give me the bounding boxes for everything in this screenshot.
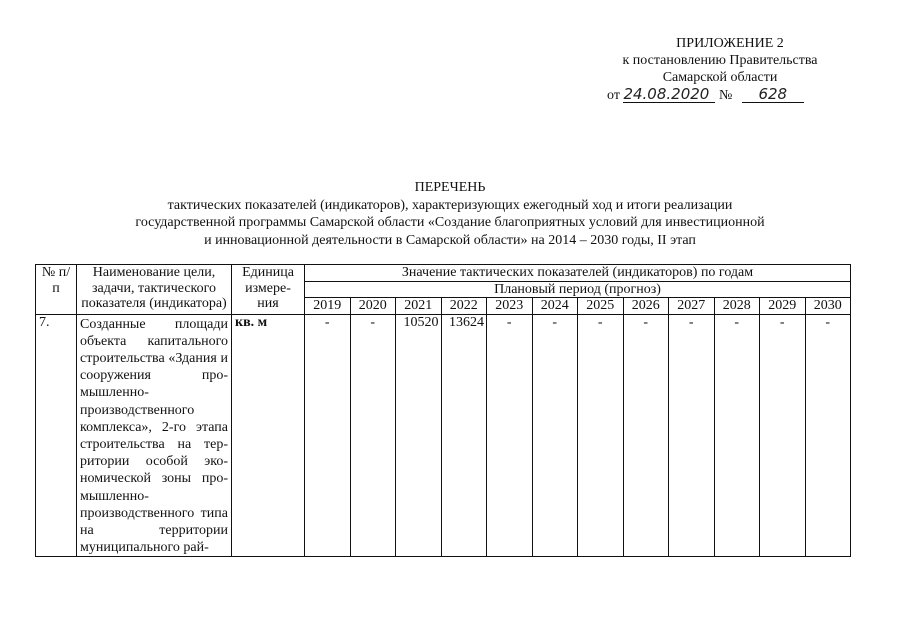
header-row-1 [36, 265, 851, 282]
document-title: ПЕРЕЧЕНЬ [414, 180, 486, 195]
from-label: от [607, 88, 620, 103]
value-cell: - [805, 314, 851, 557]
header-name: Наименование цели, задачи, тактического показателя (индикатора) [77, 265, 232, 315]
year-header: 2028 [714, 298, 760, 315]
year-header: 2027 [669, 298, 715, 315]
year-header: 2025 [578, 298, 624, 315]
row-number: 7. [36, 314, 77, 557]
heading-line-3: и инновационной деятельности в Самарской области» на 2014 – 2030 годы, II этап [204, 232, 696, 248]
number-label: № [718, 88, 733, 103]
decree-date-number [580, 87, 860, 104]
header-no: № п/п [36, 265, 77, 315]
value-cell: - [669, 314, 715, 557]
indicators-table [35, 264, 851, 557]
value-cell: - [578, 314, 624, 557]
row-name [77, 314, 232, 557]
year-header: 2022 [441, 298, 487, 315]
value-cell: 10520 [396, 314, 442, 557]
row-name-text: Созданные площади объекта капитального строительства «Здания и сооружения про-мышленно-производственного комплекса», 2-го этапа строительства на тер-ритории особой эко-номической зоны про-мышленно-производственного типа на территории муниципального рай- [80, 316, 228, 556]
value-cell: - [714, 314, 760, 557]
row-unit [232, 314, 305, 557]
year-header: 2020 [350, 298, 396, 315]
table-row [36, 314, 851, 557]
year-header: 2029 [760, 298, 806, 315]
value-cell: - [532, 314, 578, 557]
document-heading [60, 179, 840, 249]
year-header: 2024 [532, 298, 578, 315]
appendix-block [580, 35, 860, 104]
handwritten-number: 628 [742, 87, 804, 103]
appendix-line-decree: к постановлению Правительства [622, 53, 818, 68]
value-cell: - [350, 314, 396, 557]
heading-line-1: тактических показателей (индикаторов), характеризующих ежегодный ход и итоги реализации [167, 197, 733, 213]
header-values: Значение тактических показателей (индикаторов) по годам [305, 265, 851, 282]
value-cell: - [760, 314, 806, 557]
year-header: 2019 [305, 298, 351, 315]
year-header: 2026 [623, 298, 669, 315]
year-header: 2021 [396, 298, 442, 315]
value-cell: - [305, 314, 351, 557]
header-period: Плановый период (прогноз) [305, 281, 851, 298]
handwritten-date: 24.08.2020 [623, 87, 715, 103]
year-header: 2030 [805, 298, 851, 315]
value-cell: 13624 [441, 314, 487, 557]
appendix-title: ПРИЛОЖЕНИЕ 2 [676, 36, 784, 51]
value-cell: - [487, 314, 533, 557]
year-header: 2023 [487, 298, 533, 315]
heading-line-2: государственной программы Самарской области «Создание благоприятных условий для инвестиционной [135, 215, 765, 230]
appendix-line-region: Самарской области [662, 70, 778, 85]
value-cell: - [623, 314, 669, 557]
header-unit: Единица измере-ния [232, 265, 305, 315]
row-unit-text: кв. м [235, 314, 268, 330]
